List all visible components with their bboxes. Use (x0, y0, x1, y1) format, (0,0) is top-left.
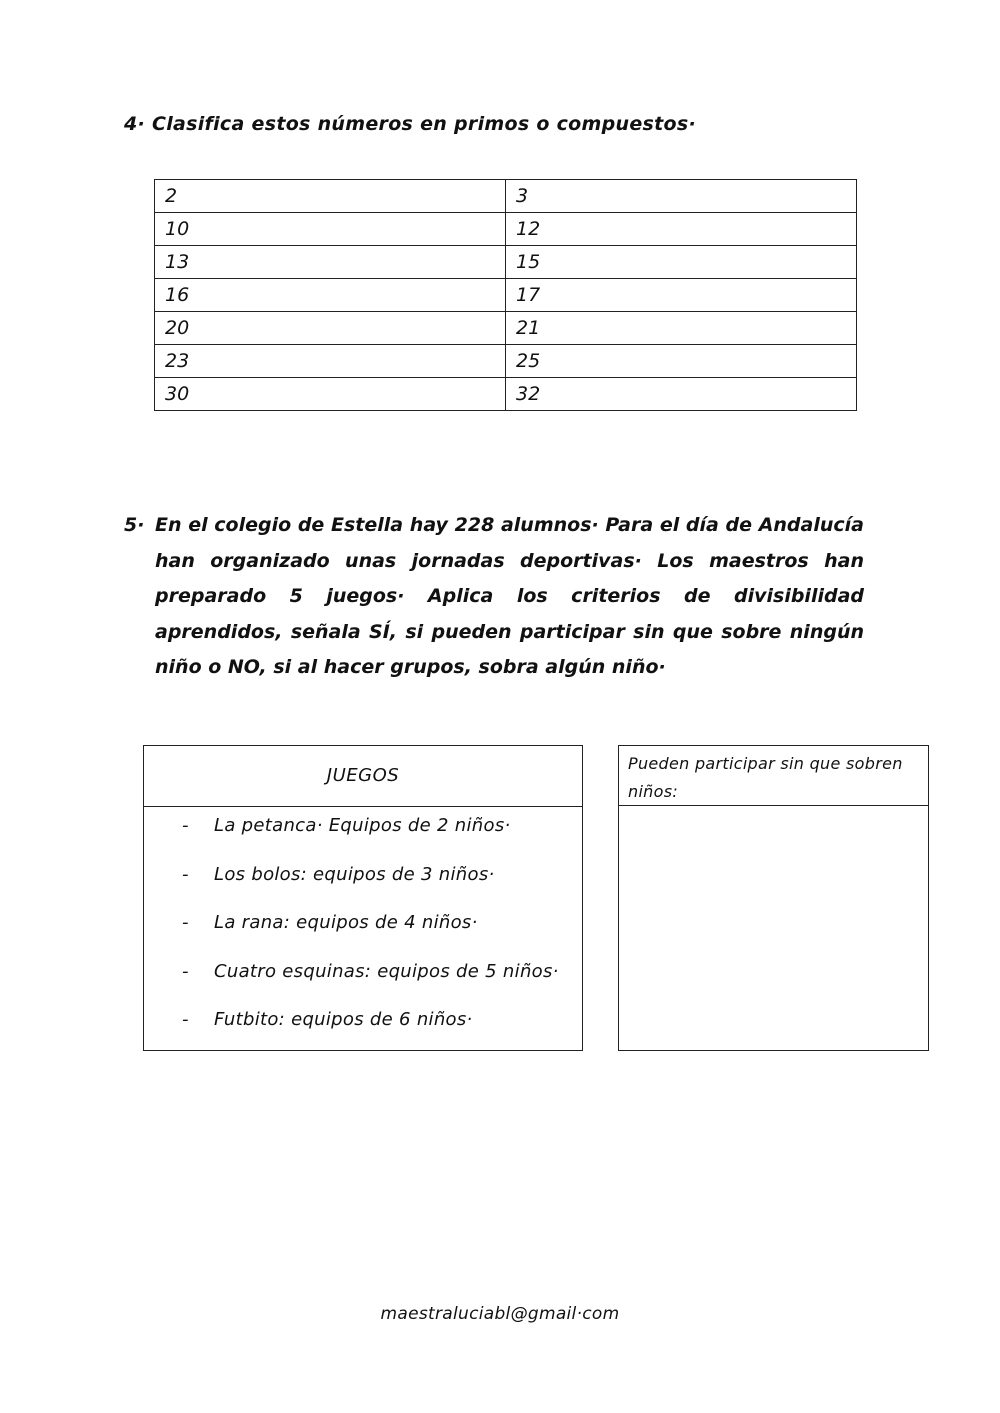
table-cell: 16 (155, 279, 506, 312)
list-item (144, 1005, 582, 1054)
game-label: La rana: equipos de 4 niños· (214, 912, 478, 933)
answer-box (618, 745, 929, 1051)
numbers-table (154, 179, 857, 411)
question-5-text: En el colegio de Estella hay 228 alumnos· Para el día de Andalucía han organizado unas jornadas deportivas· Los maestros han preparado 5 juegos· Aplica los criterios de divisibilidad aprendidos, señala SÍ, si pueden participar sin que sobre ningún niño o NO, si al hacer grupos, sobra algún niño· (155, 514, 864, 678)
table-cell: 3 (506, 180, 857, 213)
table-cell: 2 (155, 180, 506, 213)
answer-area[interactable] (619, 806, 928, 1049)
table-cell: 30 (155, 378, 506, 411)
answer-header: Pueden participar sin que sobren niños: (619, 746, 928, 806)
dash-bullet: - (182, 863, 189, 885)
table-row (155, 378, 857, 411)
dash-bullet: - (182, 960, 189, 982)
dash-bullet: - (182, 815, 189, 836)
list-item (144, 957, 582, 1006)
dash-bullet: - (182, 912, 189, 933)
table-row (155, 213, 857, 246)
footer-email: maestraluciabl@gmail·com (380, 1304, 620, 1324)
table-cell: 25 (506, 345, 857, 378)
games-list (144, 807, 582, 1054)
question-4-title: 4· Clasifica estos números en primos o compuestos· (124, 113, 697, 135)
table-row (155, 312, 857, 345)
game-label: Futbito: equipos de 6 niños· (214, 1009, 473, 1030)
table-cell: 20 (155, 312, 506, 345)
table-cell: 17 (506, 279, 857, 312)
table-row (155, 180, 857, 213)
games-header: JUEGOS (144, 746, 582, 807)
table-cell: 15 (506, 246, 857, 279)
table-cell: 12 (506, 213, 857, 246)
question-5-number: 5· (124, 514, 145, 536)
table-cell: 32 (506, 378, 857, 411)
table-row (155, 246, 857, 279)
game-label: La petanca· Equipos de 2 niños· (214, 815, 511, 836)
question-5 (124, 508, 864, 686)
table-cell: 21 (506, 312, 857, 345)
game-label: Cuatro esquinas: equipos de 5 niños· (214, 960, 559, 982)
table-cell: 23 (155, 345, 506, 378)
dash-bullet: - (182, 1009, 189, 1030)
list-item (144, 860, 582, 909)
list-item (144, 908, 582, 957)
game-label: Los bolos: equipos de 3 niños· (214, 863, 495, 885)
list-item (144, 811, 582, 860)
table-cell: 10 (155, 213, 506, 246)
table-row (155, 279, 857, 312)
table-row (155, 345, 857, 378)
games-box (143, 745, 583, 1051)
table-cell: 13 (155, 246, 506, 279)
